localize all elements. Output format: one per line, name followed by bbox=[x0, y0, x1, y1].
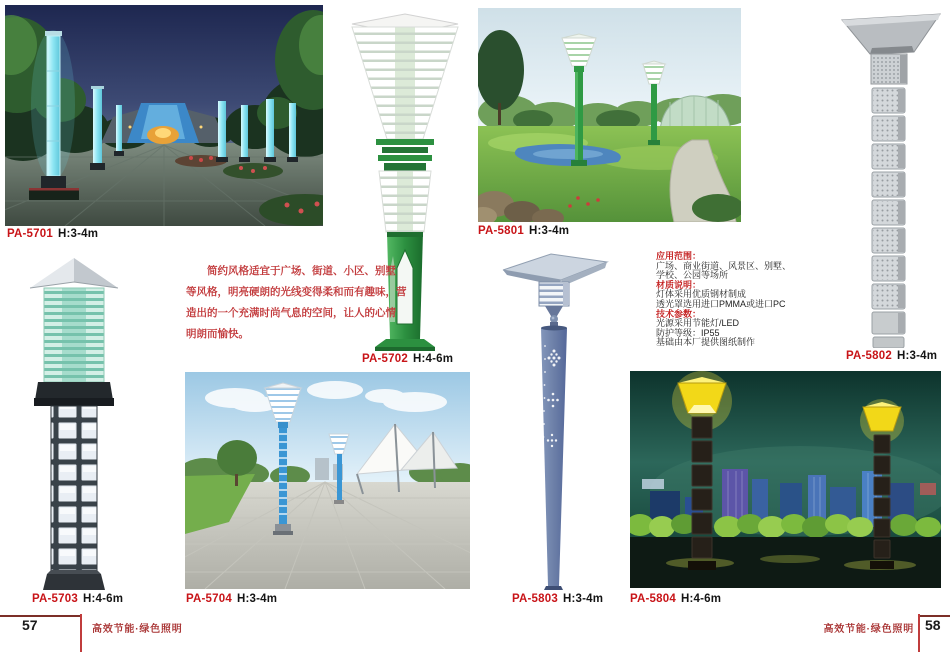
model-number: PA-5803 bbox=[512, 593, 558, 605]
footer-divider-left bbox=[80, 614, 82, 652]
product-label-pa5701 bbox=[7, 228, 98, 240]
spec-header: 应用范围： bbox=[656, 251, 702, 261]
model-number: PA-5701 bbox=[7, 228, 53, 240]
product-label-pa5804 bbox=[630, 593, 721, 605]
paragraph-line: 等风格，明亮硬朗的光线变得柔和而有趣味，营 bbox=[186, 286, 407, 298]
product-label-pa5801 bbox=[478, 225, 569, 237]
lamp-rendering-pa5703 bbox=[10, 252, 140, 590]
glass-block-column bbox=[51, 406, 97, 574]
photo-pa5704-plaza bbox=[185, 372, 470, 589]
model-number: PA-5802 bbox=[846, 350, 892, 362]
product-label-pa5702 bbox=[362, 353, 453, 365]
model-number: PA-5804 bbox=[630, 593, 676, 605]
spec-line: 透光罩选用进口PMMA或进口PC bbox=[656, 298, 786, 309]
footer-slogan-right: 高效节能·绿色照明 bbox=[823, 624, 914, 635]
spec-block bbox=[656, 252, 836, 348]
photo-pa5801-park bbox=[478, 8, 741, 222]
footer-divider-right bbox=[918, 614, 920, 652]
footer-rule-left bbox=[0, 615, 80, 617]
product-label-pa5803 bbox=[512, 593, 603, 605]
teal-lantern bbox=[44, 288, 104, 382]
paragraph-line: 简约风格适宜于广场、街道、小区、别墅 bbox=[207, 265, 396, 277]
spec-line: 广场、商业街道、风景区、别墅、 bbox=[656, 260, 792, 271]
height-spec: H:4-6m bbox=[82, 593, 124, 605]
height-spec: H:3-4m bbox=[896, 350, 938, 362]
footer-slogan-left: 高效节能·绿色照明 bbox=[92, 624, 183, 635]
page-number-left: 57 bbox=[22, 617, 38, 633]
height-spec: H:4-6m bbox=[412, 353, 454, 365]
tapered-pole bbox=[541, 328, 567, 586]
lamp-rendering-pa5802 bbox=[840, 8, 945, 348]
perforated-segments bbox=[872, 88, 905, 348]
intro-paragraph bbox=[186, 261, 424, 345]
model-number: PA-5801 bbox=[478, 225, 524, 237]
lamp-rendering-pa5803 bbox=[495, 250, 615, 590]
paragraph-line: 造出的一个充满时尚气息的空间，让人的心情 bbox=[186, 307, 396, 319]
page-number-right: 58 bbox=[925, 617, 941, 633]
product-label-pa5703 bbox=[32, 593, 123, 605]
spec-line: 光源采用节能灯/LED bbox=[656, 318, 740, 329]
height-spec: H:3-4m bbox=[528, 225, 570, 237]
product-label-pa5802 bbox=[846, 350, 937, 362]
paragraph-line: 明朗而愉快。 bbox=[186, 328, 249, 340]
footer-rule-right bbox=[920, 615, 950, 617]
spec-line: 灯体采用优质钢材制成 bbox=[656, 289, 747, 300]
model-number: PA-5702 bbox=[362, 353, 408, 365]
spec-header: 技术参数： bbox=[656, 308, 702, 319]
spec-line: 基础由本厂提供图纸制作 bbox=[656, 337, 756, 348]
model-number: PA-5703 bbox=[32, 593, 78, 605]
spec-header: 材质说明： bbox=[656, 279, 702, 290]
photo-pa5701-night-plaza bbox=[5, 5, 323, 226]
height-spec: H:4-6m bbox=[680, 593, 722, 605]
height-spec: H:3-4m bbox=[57, 228, 99, 240]
product-label-pa5704 bbox=[186, 593, 277, 605]
green-bracket bbox=[376, 139, 434, 171]
model-number: PA-5704 bbox=[186, 593, 232, 605]
height-spec: H:3-4m bbox=[562, 593, 604, 605]
height-spec: H:3-4m bbox=[236, 593, 278, 605]
photo-pa5804-night-city bbox=[630, 371, 941, 588]
spec-line: 防护等级：IP55 bbox=[656, 327, 720, 338]
spec-line: 学校、公园等场所 bbox=[656, 270, 729, 281]
